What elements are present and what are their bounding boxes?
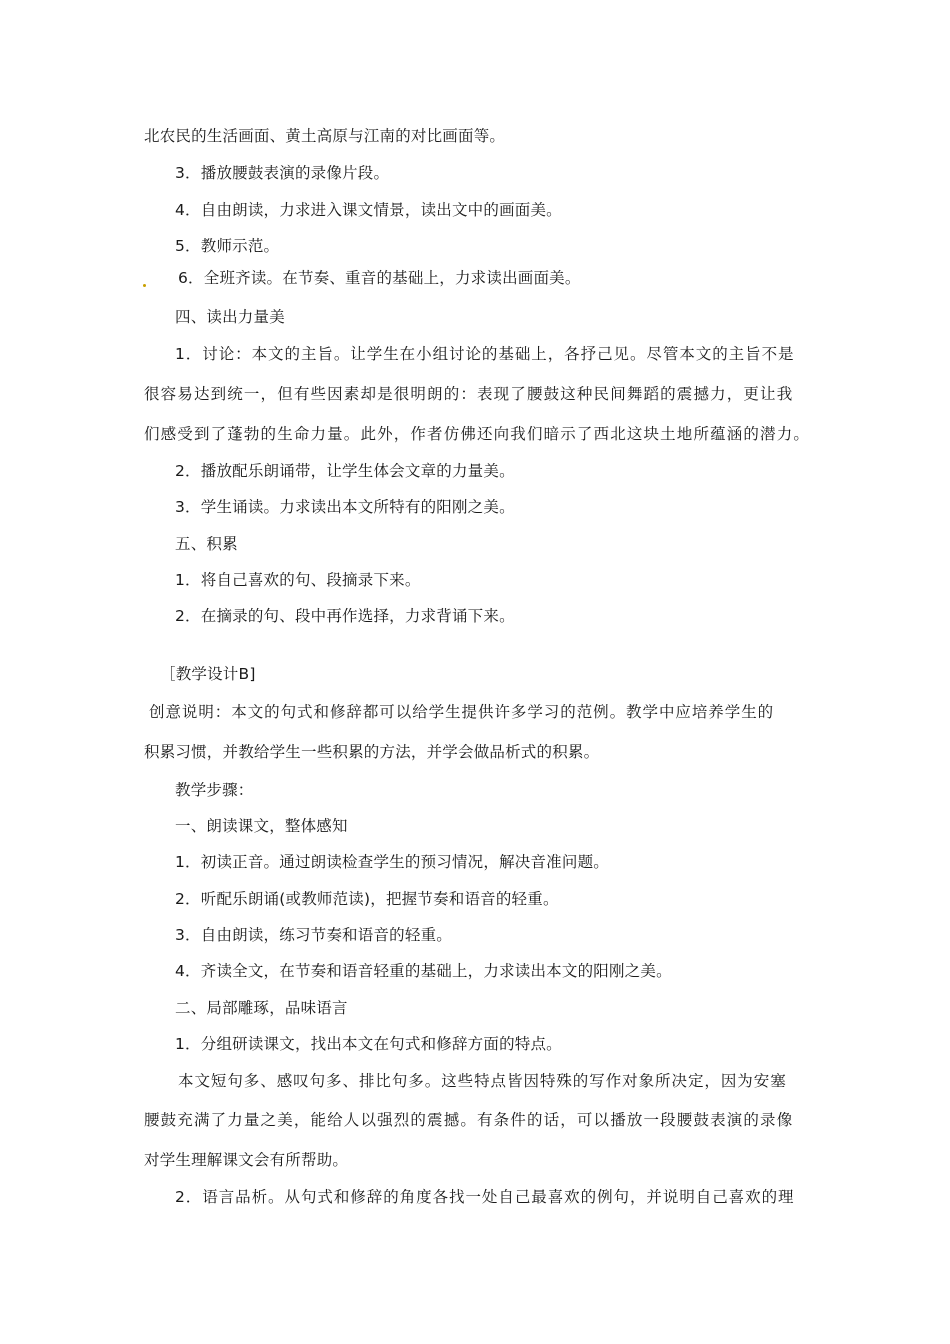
text-line: 1．讨论：本文的主旨。让学生在小组讨论的基础上，各抒己见。尽管本文的主旨不是	[175, 345, 795, 363]
text-line: 4．自由朗读，力求进入课文情景，读出文中的画面美。	[175, 201, 562, 219]
text-line: 2．听配乐朗诵(或教师范读)，把握节奏和语音的轻重。	[175, 890, 559, 908]
text-line: 5．教师示范。	[175, 237, 280, 255]
text-line: 本文短句多、感叹句多、排比句多。这些特点皆因特殊的写作对象所决定，因为安塞	[178, 1072, 787, 1090]
text-line: 很容易达到统一，但有些因素却是很明朗的：表现了腰鼓这种民间舞蹈的震撼力，更让我	[144, 385, 794, 403]
text-line: 积累习惯，并教给学生一些积累的方法，并学会做品析式的积累。	[144, 743, 600, 761]
section-heading: 五、积累	[175, 535, 238, 553]
text-line: 1．初读正音。通过朗读检查学生的预习情况，解决音准问题。	[175, 853, 609, 871]
text-line: 们感受到了蓬勃的生命力量。此外，作者仿佛还向我们暗示了西北这块土地所蕴涵的潜力。	[144, 425, 811, 443]
text-line: 2．语言品析。从句式和修辞的角度各找一处自己最喜欢的例句，并说明自己喜欢的理	[175, 1188, 795, 1206]
text-line: 3．播放腰鼓表演的录像片段。	[175, 164, 390, 182]
design-heading: ［教学设计B]	[160, 665, 256, 683]
text-line: 3．学生诵读。力求读出本文所特有的阳刚之美。	[175, 498, 515, 516]
section-heading: 二、局部雕琢，品味语言	[175, 999, 348, 1017]
text-line: 北农民的生活画面、黄土高原与江南的对比画面等。	[144, 127, 506, 145]
text-line: 2．在摘录的句、段中再作选择，力求背诵下来。	[175, 607, 515, 625]
text-line: 对学生理解课文会有所帮助。	[144, 1151, 349, 1169]
text-line: 教学步骤：	[175, 781, 254, 799]
text-line: 腰鼓充满了力量之美，能给人以强烈的震撼。有条件的话，可以播放一段腰鼓表演的录像	[144, 1111, 794, 1129]
text-line: 6．全班齐读。在节奏、重音的基础上，力求读出画面美。	[178, 269, 581, 287]
text-line: 2．播放配乐朗诵带，让学生体会文章的力量美。	[175, 462, 515, 480]
text-line: 1．将自己喜欢的句、段摘录下来。	[175, 571, 421, 589]
text-line: 创意说明：本文的句式和修辞都可以给学生提供许多学习的范例。教学中应培养学生的	[149, 703, 775, 721]
text-line: 4．齐读全文，在节奏和语音轻重的基础上，力求读出本文的阳刚之美。	[175, 962, 672, 980]
text-line: 3．自由朗读，练习节奏和语音的轻重。	[175, 926, 452, 944]
text-line: 1．分组研读课文，找出本文在句式和修辞方面的特点。	[175, 1035, 562, 1053]
section-heading: 一、朗读课文，整体感知	[175, 817, 348, 835]
section-heading: 四、读出力量美	[175, 308, 285, 326]
stray-mark	[143, 284, 146, 287]
